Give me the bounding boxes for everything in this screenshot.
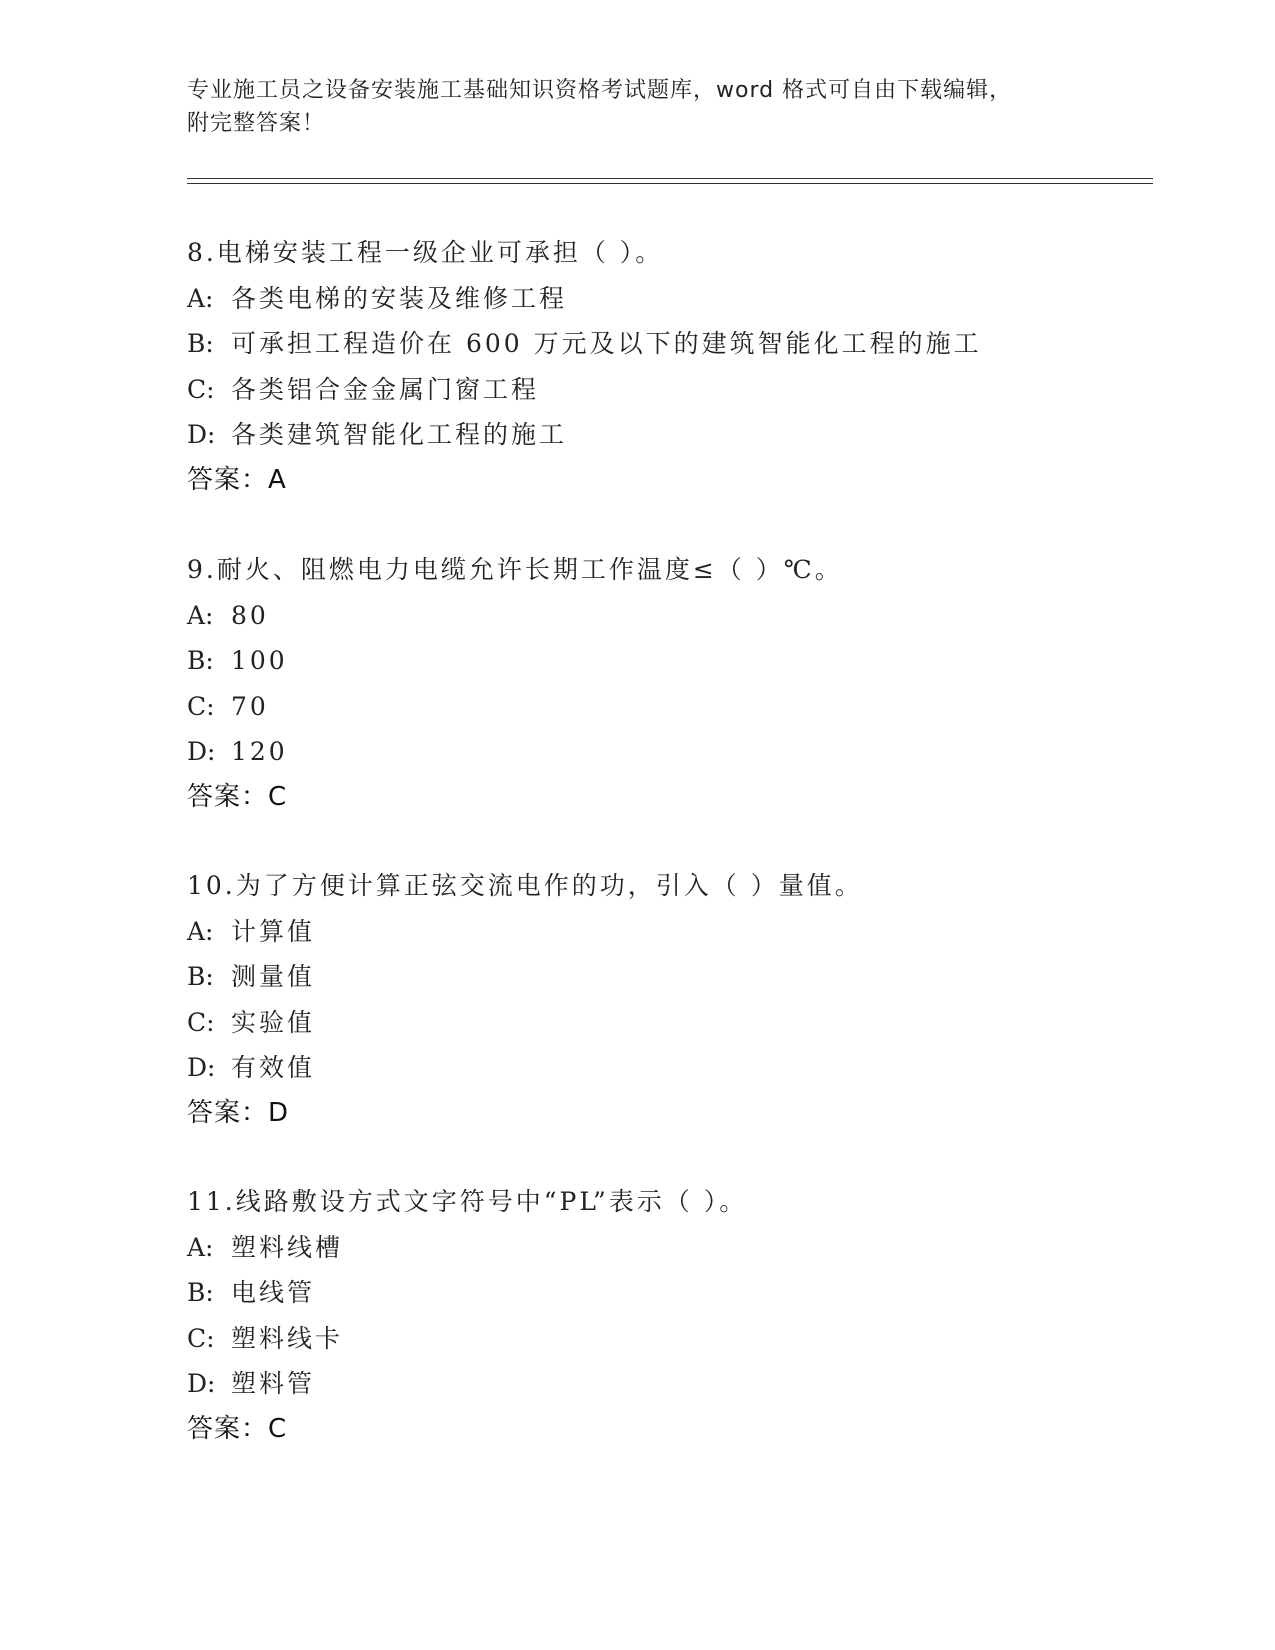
option-b — [187, 321, 1167, 367]
option-letter: A: — [187, 283, 214, 313]
question-block — [187, 1179, 1167, 1452]
option-b — [187, 638, 1167, 684]
answer-label: 答案：C — [187, 781, 288, 812]
option-d — [187, 1361, 1167, 1407]
option-letter: A: — [187, 600, 214, 630]
option-letter: B: — [187, 646, 214, 675]
option-c — [187, 684, 1167, 730]
option-text: 测量值 — [231, 962, 316, 991]
option-a — [187, 1225, 1167, 1271]
answer-label: 答案：D — [187, 1097, 290, 1128]
option-text: 塑料线槽 — [231, 1232, 344, 1262]
option-text: 可承担工程造价在 600 万元及以下的建筑智能化工程的施工 — [231, 329, 982, 358]
option-letter: C: — [187, 374, 215, 404]
option-letter: B: — [187, 962, 214, 991]
option-d — [187, 729, 1167, 775]
option-text: 塑料管 — [231, 1369, 316, 1398]
option-text: 各类电梯的安装及维修工程 — [231, 283, 568, 313]
option-letter: D: — [187, 737, 216, 766]
option-text: 有效值 — [231, 1053, 316, 1082]
question-stem: 10.为了方便计算正弦交流电作的功，引入（ ）量值。 — [187, 871, 863, 900]
option-text: 实验值 — [231, 1007, 316, 1037]
option-a — [187, 276, 1167, 322]
option-text: 70 — [231, 691, 269, 721]
option-c — [187, 1316, 1167, 1362]
option-letter: D: — [187, 420, 216, 449]
option-b — [187, 1270, 1167, 1316]
question-block — [187, 863, 1167, 1136]
option-a — [187, 593, 1167, 639]
answer-label: 答案：A — [187, 464, 287, 495]
option-text: 各类建筑智能化工程的施工 — [231, 420, 568, 449]
document-header — [187, 74, 1067, 140]
option-letter: C: — [187, 1323, 215, 1353]
option-text: 塑料线卡 — [231, 1323, 344, 1353]
option-letter: A: — [187, 916, 214, 946]
option-text: 电线管 — [231, 1278, 316, 1307]
option-text: 各类铝合金金属门窗工程 — [231, 374, 540, 404]
option-text: 计算值 — [231, 916, 316, 946]
question-stem: 9.耐火、阻燃电力电缆允许长期工作温度≤（ ）℃。 — [187, 555, 843, 584]
option-c — [187, 1000, 1167, 1046]
question-stem: 8.电梯安装工程一级企业可承担（ ）。 — [187, 238, 664, 267]
header-line-2: 附完整答案！ — [187, 111, 326, 136]
header-divider-bottom — [187, 183, 1153, 184]
option-a — [187, 909, 1167, 955]
question-stem: 11.线路敷设方式文字符号中“PL”表示（ ）。 — [187, 1187, 748, 1216]
answer-label: 答案：C — [187, 1413, 288, 1444]
option-text: 120 — [231, 737, 288, 766]
option-letter: A: — [187, 1232, 214, 1262]
option-letter: D: — [187, 1369, 216, 1398]
option-letter: D: — [187, 1053, 216, 1082]
option-c — [187, 367, 1167, 413]
header-divider-top — [187, 178, 1153, 179]
option-letter: B: — [187, 329, 214, 358]
option-d — [187, 412, 1167, 458]
question-block — [187, 547, 1167, 820]
option-text: 100 — [231, 646, 288, 675]
option-letter: B: — [187, 1278, 214, 1307]
option-text: 80 — [231, 600, 269, 630]
option-letter: C: — [187, 691, 215, 721]
header-line-1: 专业施工员之设备安装施工基础知识资格考试题库，word 格式可自由下载编辑， — [187, 78, 1013, 103]
option-letter: C: — [187, 1007, 215, 1037]
question-block — [187, 230, 1167, 503]
option-b — [187, 954, 1167, 1000]
option-d — [187, 1045, 1167, 1091]
